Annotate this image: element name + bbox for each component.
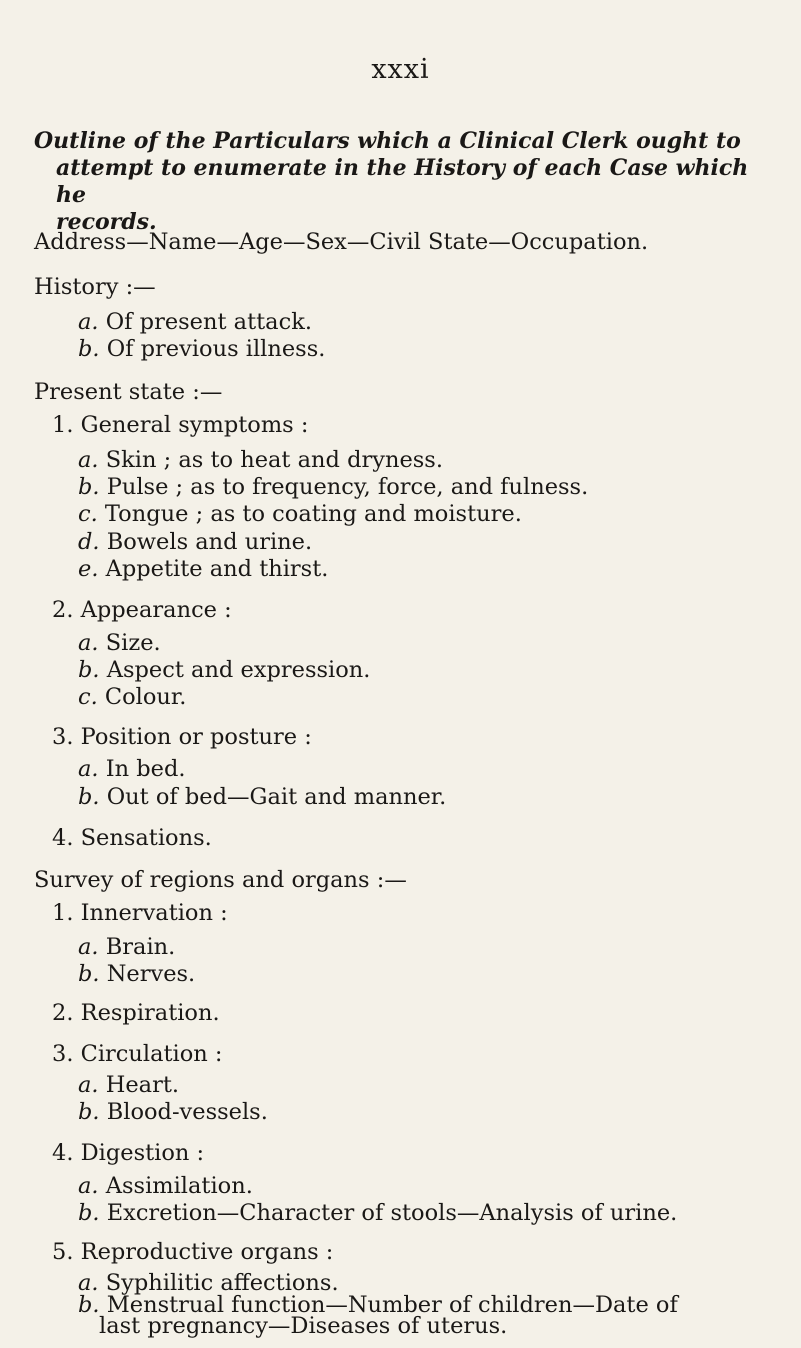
item-letter: b. [78, 783, 100, 810]
list-item [78, 755, 186, 783]
item-letter: a. [78, 1172, 99, 1199]
item-text: Bowels and urine. [106, 528, 313, 555]
present-state-title: Present state :— [34, 378, 223, 405]
list-item [78, 960, 195, 988]
item-letter: b. [78, 960, 100, 987]
section-title: Sensations. [80, 824, 212, 851]
list-item [78, 446, 443, 474]
item-letter: b. [78, 657, 100, 684]
list-item [78, 555, 328, 583]
identification-line: Address—Name—Age—Sex—Civil State—Occupation. [34, 229, 649, 255]
section-title: General symptoms : [80, 411, 309, 438]
survey-title: Survey of regions and organs :— [34, 867, 407, 894]
list-item [78, 656, 370, 684]
list-item [78, 1071, 179, 1099]
list-item [78, 500, 522, 528]
item-text: In bed. [105, 756, 186, 783]
item-letter: a. [78, 629, 99, 656]
section-heading [52, 723, 312, 751]
list-item [78, 933, 175, 961]
item-text: Excretion—Character of stools—Analysis of urine. [106, 1200, 678, 1227]
item-text: Appetite and thirst. [105, 555, 329, 582]
section-heading [52, 596, 232, 624]
item-letter: a. [78, 1071, 99, 1098]
item-letter: c. [78, 501, 98, 528]
item-letter: e. [78, 555, 99, 582]
section-number: 5. [52, 1239, 74, 1266]
item-letter: a. [78, 446, 99, 473]
item-text: Blood-vessels. [106, 1098, 268, 1125]
section-heading [52, 899, 228, 927]
list-item [78, 783, 446, 811]
heading-line: Outline of the Particulars which a Clinical Clerk ought to [34, 128, 741, 154]
section-title: Circulation : [80, 1040, 223, 1067]
item-letter: d. [78, 528, 100, 555]
section-heading [52, 411, 308, 439]
item-text: Aspect and expression. [106, 657, 371, 684]
list-item [78, 683, 186, 711]
section-title: Innervation : [80, 900, 228, 927]
item-letter: b. [78, 336, 100, 363]
list-item-continuation: last pregnancy—Diseases of uterus. [99, 1313, 508, 1339]
section-title: Respiration. [80, 999, 220, 1026]
section-heading [52, 1139, 204, 1167]
section-number: 1. [52, 411, 74, 438]
page-heading [34, 128, 764, 236]
heading-line: attempt to enumerate in the History of each Case which he [56, 155, 749, 208]
item-text: Of previous illness. [106, 336, 326, 363]
item-text: Heart. [105, 1071, 180, 1098]
section-number: 3. [52, 724, 74, 751]
item-letter: a. [78, 756, 99, 783]
item-text: Colour. [104, 684, 187, 711]
item-letter: b. [78, 474, 100, 501]
heading-line: records. [56, 209, 157, 235]
section-number: 2. [52, 999, 74, 1026]
section-title: Reproductive organs : [80, 1239, 334, 1266]
section-title: Position or posture : [80, 724, 312, 751]
item-text: Size. [105, 629, 161, 656]
section-title: Appearance : [80, 596, 232, 623]
item-text: Nerves. [106, 960, 196, 987]
section-number: 4. [52, 1139, 74, 1166]
item-text: Menstrual function—Number of children—Date of [106, 1291, 678, 1318]
item-text: Brain. [105, 933, 176, 960]
page-number: xxxi [371, 54, 430, 85]
section-number: 2. [52, 596, 74, 623]
section-title: Digestion : [80, 1139, 205, 1166]
item-letter: a. [78, 1270, 99, 1297]
item-letter: a. [78, 933, 99, 960]
item-letter: b. [78, 1200, 100, 1227]
item-text: Of present attack. [105, 308, 312, 335]
list-item [78, 1098, 268, 1126]
list-item [78, 528, 312, 556]
item-letter: b. [78, 1098, 100, 1125]
section-heading [52, 999, 220, 1027]
list-item [78, 1172, 253, 1200]
item-text: Assimilation. [105, 1172, 253, 1199]
item-text: Syphilitic affections. [105, 1270, 339, 1297]
section-number: 1. [52, 900, 74, 927]
history-item [78, 308, 312, 336]
item-text: Out of bed—Gait and manner. [106, 783, 447, 810]
history-title: History :— [34, 273, 156, 300]
section-number: 4. [52, 824, 74, 851]
item-text: Skin ; as to heat and dryness. [105, 446, 444, 473]
list-item [78, 473, 588, 501]
item-letter: b. [78, 1291, 100, 1318]
item-text: Tongue ; as to coating and moisture. [104, 501, 522, 528]
section-number: 3. [52, 1040, 74, 1067]
item-letter: c. [78, 684, 98, 711]
section-heading [52, 1238, 333, 1266]
item-letter: a. [78, 308, 99, 335]
list-item [78, 1199, 677, 1227]
list-item [78, 629, 161, 657]
section-heading [52, 1040, 223, 1068]
item-text: Pulse ; as to frequency, force, and fulness. [106, 474, 589, 501]
history-item [78, 335, 325, 363]
section-heading [52, 824, 212, 852]
